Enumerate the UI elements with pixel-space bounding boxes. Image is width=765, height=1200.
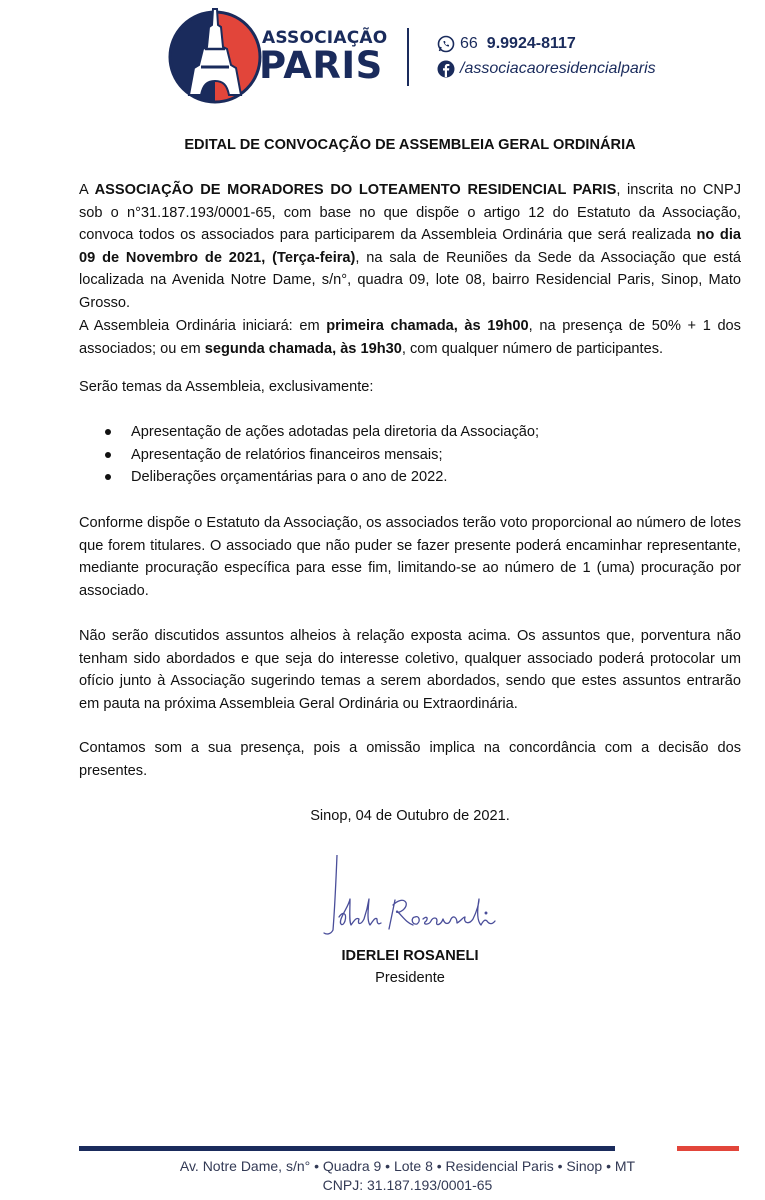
- first-call-time: primeira chamada, às 19h00: [326, 318, 529, 334]
- text-run: , na sala de Reuniões da Sede da Associação que está localizada na Avenida Notre Dame, s/n°, quadra 09, lote 08, bairro Residencial Paris, Sinop, Mato Grosso.: [79, 249, 741, 311]
- text-run: A: [79, 182, 95, 198]
- phone-area-code: 66: [460, 35, 478, 52]
- brand-subtitle: ASSOCIAÇÃO: [262, 28, 388, 48]
- paragraph-convocation: [79, 179, 741, 314]
- list-item: [79, 421, 741, 444]
- text-run: , com qualquer número de participantes.: [401, 340, 664, 357]
- brand-title: PARIS: [259, 44, 383, 87]
- contact-facebook[interactable]: [437, 60, 656, 78]
- bullet-icon: [105, 429, 111, 435]
- document-title: EDITAL DE CONVOCAÇÃO DE ASSEMBLEIA GERAL ORDINÁRIA: [184, 137, 636, 153]
- paragraph-other-topics: Não serão discutidos assuntos alheios à relação exposta acima. Os assuntos que, porventura não tenham sido abordados e que seja do interesse coletivo, qualquer associado poderá protocolar um ofício junto à Associação sugerindo temas a serem abordados, sendo que estes assuntos entrarão em pauta na próxima Assembleia Geral Ordinária ou Extraordinária.: [79, 628, 741, 712]
- footer-address: Av. Notre Dame, s/n° • Quadra 9 • Lote 8 • Residencial Paris • Sinop • MT: [179, 1158, 636, 1174]
- list-item-text: Apresentação de ações adotadas pela diretoria da Associação;: [131, 424, 540, 440]
- facebook-handle: /associacaoresidencialparis: [460, 60, 656, 77]
- list-item: [79, 466, 741, 489]
- handwritten-signature: [319, 855, 504, 940]
- eiffel-tower-logo: [165, 5, 265, 105]
- paragraph-schedule: [79, 315, 741, 360]
- text-run: A Assembleia Ordinária iniciará: em: [79, 318, 327, 334]
- phone-number: 9.9924-8117: [486, 35, 576, 52]
- second-call-time: segunda chamada, às 19h30: [204, 340, 402, 357]
- place-and-date: Sinop, 04 de Outubro de 2021.: [310, 808, 510, 824]
- whatsapp-icon: [437, 35, 455, 53]
- meeting-date: no dia 09 de Novembro de 2021, (Terça-feira): [79, 227, 741, 266]
- topics-list: [79, 421, 741, 489]
- facebook-icon: [437, 60, 455, 78]
- text-run: , na presença de 50% + 1 dos associados; ou em: [79, 318, 741, 357]
- header-divider: [407, 28, 409, 86]
- paragraph-closing: Contamos som a sua presença, pois a omissão implica na concordância com a decisão dos presentes.: [79, 740, 741, 779]
- list-item-text: Apresentação de relatórios financeiros mensais;: [131, 446, 443, 463]
- paragraph-topics-intro: Serão temas da Assembleia, exclusivamente:: [79, 379, 374, 395]
- bullet-icon: [105, 474, 111, 480]
- association-name: ASSOCIAÇÃO DE MORADORES DO LOTEAMENTO RESIDENCIAL PARIS: [94, 182, 617, 198]
- bullet-icon: [105, 452, 111, 458]
- list-item: [79, 444, 741, 467]
- text-run: , inscrita no CNPJ sob o n°31.187.193/0001-65, com base no que dispõe o artigo 12 do Estatuto da Associação, convoca todos os associados para participarem da Assembleia Ordinária que será realizada: [79, 182, 741, 243]
- signer-name: IDERLEI ROSANELI: [341, 948, 479, 964]
- paragraph-voting: Conforme dispõe o Estatuto da Associação, os associados terão voto proporcional ao número de lotes que forem titulares. O associado que não puder se fazer presente poderá encaminhar representante, mediante procuração específica para esse fim, limitando-se ao número de 1 (uma) procuração por associado.: [79, 515, 741, 599]
- footer-bar-navy: [79, 1146, 615, 1151]
- letterhead: [0, 0, 765, 110]
- contact-phone[interactable]: [437, 35, 576, 53]
- footer-cnpj: CNPJ: 31.187.193/0001-65: [322, 1177, 493, 1193]
- footer-bar-red: [677, 1146, 739, 1151]
- signer-role: Presidente: [375, 970, 445, 986]
- list-item-text: Deliberações orçamentárias para o ano de 2022.: [131, 469, 448, 485]
